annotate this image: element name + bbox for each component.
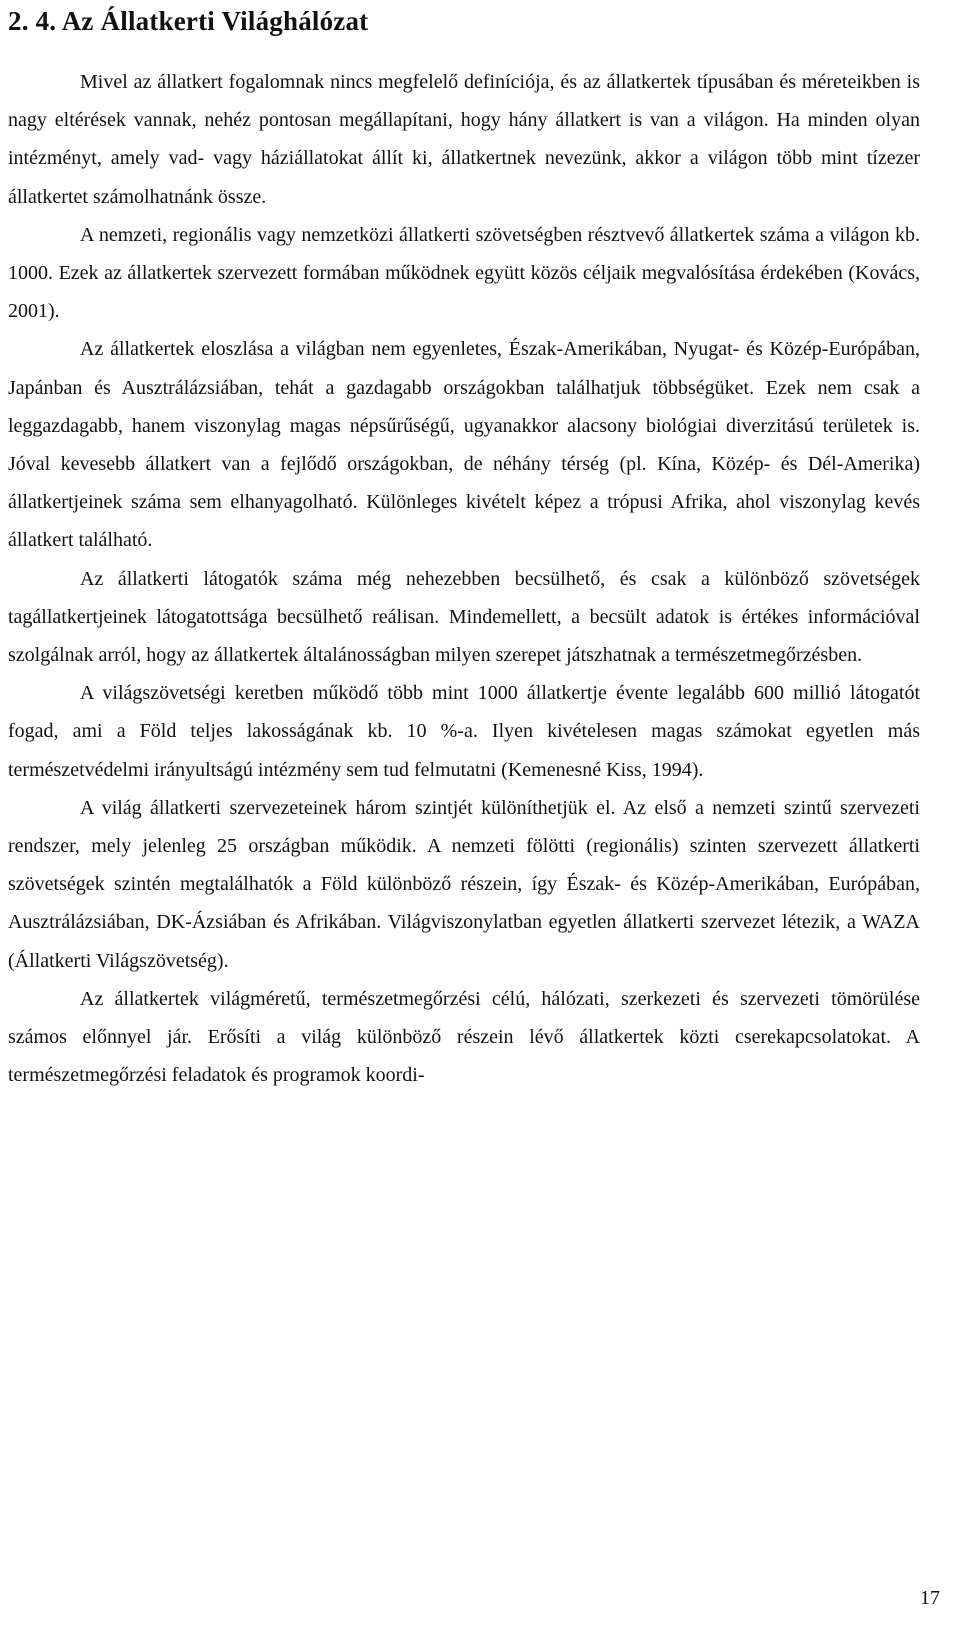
document-page [8,0,920,1094]
paragraph-7: Az állatkertek világméretű, természetmegőrzési célú, hálózati, szerkezeti és szervezeti tömörülése számos előnnyel jár. Erősíti a világ különböző részein lévő állatkertek közti cserekapcsolatokat. A természetmegőrzési feladatok és programok koordi- [8,987,920,1087]
paragraph-5: A világszövetségi keretben működő több mint 1000 állatkertje évente legalább 600 millió látogatót fogad, ami a Föld teljes lakosságának kb. 10 %-a. Ilyen kivételesen magas számokat egyetlen más természetvédelmi irányultságú intézmény sem tud felmutatni (Kemenesné Kiss, 1994). [8,682,920,781]
page-number: 17 [920,1587,940,1609]
paragraph-6: A világ állatkerti szervezeteinek három szintjét különíthetjük el. Az első a nemzeti szintű szervezeti rendszer, mely jelenleg 25 országban működik. A nemzeti fölötti (regionális) szinten szervezett állatkerti szövetségek szintén megtalálhatók a Föld különböző részein, így Észak- és Közép-Amerikában, Európában, Ausztrálázsiában, DK-Ázsiában és Afrikában. Világviszonylatban egyetlen állatkerti szervezet létezik, a WAZA (Állatkerti Világszövetség). [8,796,920,972]
section-heading: 2. 4. Az Állatkerti Világhálózat [8,6,369,36]
paragraph-2: A nemzeti, regionális vagy nemzetközi állatkerti szövetségben résztvevő állatkertek száma a világon kb. 1000. Ezek az állatkertek szervezett formában működnek együtt közös céljaik megvalósítása érdekében (Kovács, 2001). [8,223,920,323]
body-text [8,63,920,1094]
paragraph-3: Az állatkertek eloszlása a világban nem egyenletes, Észak-Amerikában, Nyugat- és Közép-Európában, Japánban és Ausztrálázsiában, tehát a gazdagabb országokban találhatjuk többségüket. Ezek nem csak a leggazdagabb, hanem viszonylag magas népsűrűségű, ugyanakkor alacsony biológiai diverzitású területek is. Jóval kevesebb állatkert van a fejlődő országokban, de néhány térség (pl. Kína, Közép- és Dél-Amerika) állatkertjeinek száma sem elhanyagolható. Különleges kivételt képez a trópusi Afrika, ahol viszonylag kevés állatkert található. [8,338,920,552]
paragraph-1: Mivel az állatkert fogalomnak nincs megfelelő definíciója, és az állatkertek típusában és méreteikben is nagy eltérések vannak, nehéz pontosan megállapítani, hogy hány állatkert is van a világon. Ha minden olyan intézményt, amely vad- vagy háziállatokat állít ki, állatkertnek nevezünk, akkor a világon több mint tízezer állatkertet számolhatnánk össze. [8,71,920,208]
paragraph-4: Az állatkerti látogatók száma még nehezebben becsülhető, és csak a különböző szövetségek tagállatkertjeinek látogatottsága becsülhető reálisan. Mindemellett, a becsült adatok is értékes információval szolgálnak arról, hogy az állatkertek általánosságban milyen szerepet játszhatnak a természetmegőrzésben. [8,567,920,667]
